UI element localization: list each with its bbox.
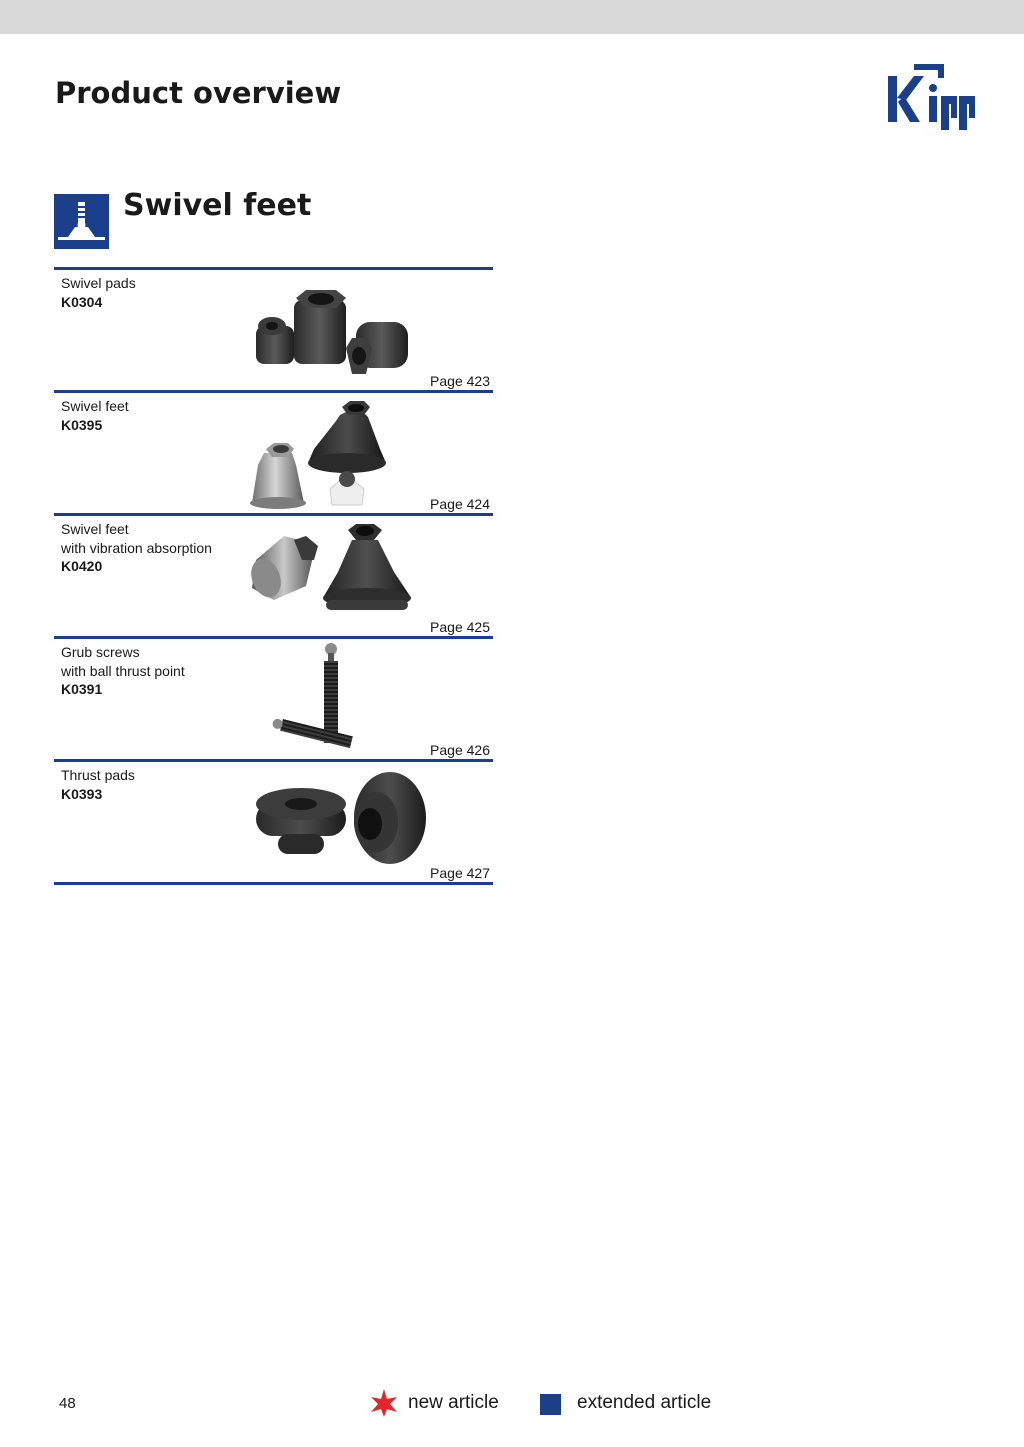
product-row-k0395[interactable] <box>54 390 493 513</box>
product-name: Grub screws <box>61 644 140 660</box>
product-text <box>61 766 135 803</box>
product-text <box>61 397 129 434</box>
product-name: Thrust pads <box>61 767 135 783</box>
product-name: Swivel pads <box>61 275 136 291</box>
page-title: Product overview <box>55 76 342 110</box>
kipp-logo <box>884 62 980 132</box>
section-title: Swivel feet <box>123 188 312 223</box>
swivel-feet-image <box>244 393 434 513</box>
grub-screws-image <box>244 639 434 759</box>
product-code: K0304 <box>61 293 103 310</box>
product-name: Swivel feet <box>61 398 129 414</box>
product-row-k0304[interactable] <box>54 267 493 390</box>
product-text <box>61 643 185 699</box>
product-code: K0420 <box>61 558 103 574</box>
legend-extended-article: extended article <box>577 1392 712 1413</box>
product-subtitle: with ball thrust point <box>61 662 185 679</box>
product-row-k0391[interactable] <box>54 636 493 759</box>
product-code: K0393 <box>61 785 103 802</box>
thrust-pads-image <box>244 762 434 882</box>
legend-new-article: new article <box>408 1392 499 1413</box>
page-reference[interactable]: Page 425 <box>430 619 490 635</box>
square-icon <box>540 1394 561 1415</box>
page-reference[interactable]: Page 424 <box>430 496 490 512</box>
product-subtitle: with vibration absorption <box>61 539 212 556</box>
product-text <box>61 520 212 576</box>
product-row-k0393[interactable] <box>54 759 493 885</box>
product-text <box>61 274 136 311</box>
top-band <box>0 0 1024 34</box>
swivel-foot-icon <box>54 194 109 249</box>
page-reference[interactable]: Page 426 <box>430 742 490 758</box>
page-reference[interactable]: Page 427 <box>430 865 490 881</box>
page-reference[interactable]: Page 423 <box>430 373 490 389</box>
product-name: Swivel feet <box>61 521 129 537</box>
product-row-k0420[interactable] <box>54 513 493 636</box>
swivel-pads-image <box>244 270 434 390</box>
star-icon <box>370 1388 398 1418</box>
vibration-swivel-feet-image <box>244 516 434 636</box>
product-code: K0395 <box>61 416 103 433</box>
product-code: K0391 <box>61 681 103 697</box>
product-list <box>54 267 493 885</box>
page-number: 48 <box>59 1395 76 1412</box>
